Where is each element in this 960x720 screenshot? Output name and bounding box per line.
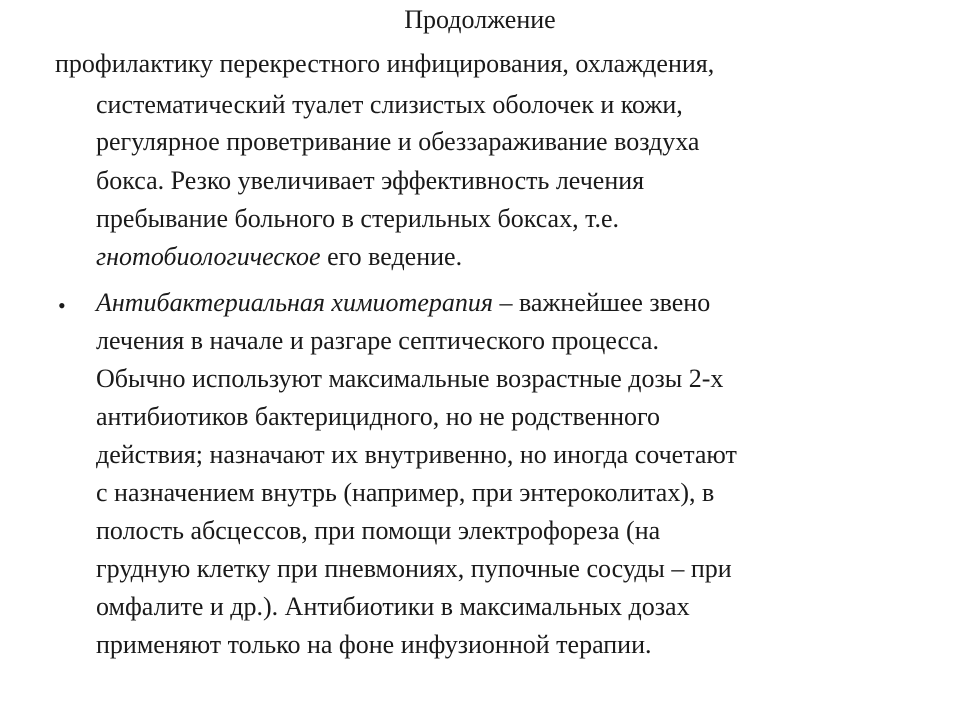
text-line: грудную клетку при пневмониях, пупочные сосуды – при	[96, 554, 732, 583]
text-line: регулярное проветривание и обеззараживание воздуха	[96, 127, 700, 156]
text-line	[96, 240, 462, 274]
text-line	[96, 286, 710, 320]
text-line: действия; назначают их внутривенно, но иногда сочетают	[96, 440, 737, 469]
text-line: профилактику перекрестного инфицирования, охлаждения,	[55, 49, 715, 78]
text-line: пребывание больного в стерильных боксах, т.е.	[96, 204, 620, 233]
text-run: – важнейшее звено	[492, 288, 711, 317]
text-line: антибиотиков бактерицидного, но не родственного	[96, 402, 661, 431]
text-line: систематический туалет слизистых оболочек и кожи,	[96, 90, 683, 119]
text-line: Обычно используют максимальные возрастные дозы 2-х	[96, 364, 724, 393]
slide-title: Продолжение	[404, 5, 556, 34]
text-line: омфалите и др.). Антибиотики в максимальных дозах	[96, 592, 690, 621]
text-line: применяют только на фоне инфузионной терапии.	[96, 630, 652, 659]
text-line: с назначением внутрь (например, при энтероколитах), в	[96, 478, 715, 507]
text-line: бокса. Резко увеличивает эффективность лечения	[96, 166, 645, 195]
bullet-marker: •	[58, 293, 66, 318]
text-line: полость абсцессов, при помощи электрофореза (на	[96, 516, 661, 545]
italic-term: Антибактериальная химиотерапия	[96, 288, 493, 317]
text-run: его ведение.	[320, 242, 463, 271]
italic-term: гнотобиологическое	[96, 242, 321, 271]
text-line: лечения в начале и разгаре септического процесса.	[96, 326, 659, 355]
